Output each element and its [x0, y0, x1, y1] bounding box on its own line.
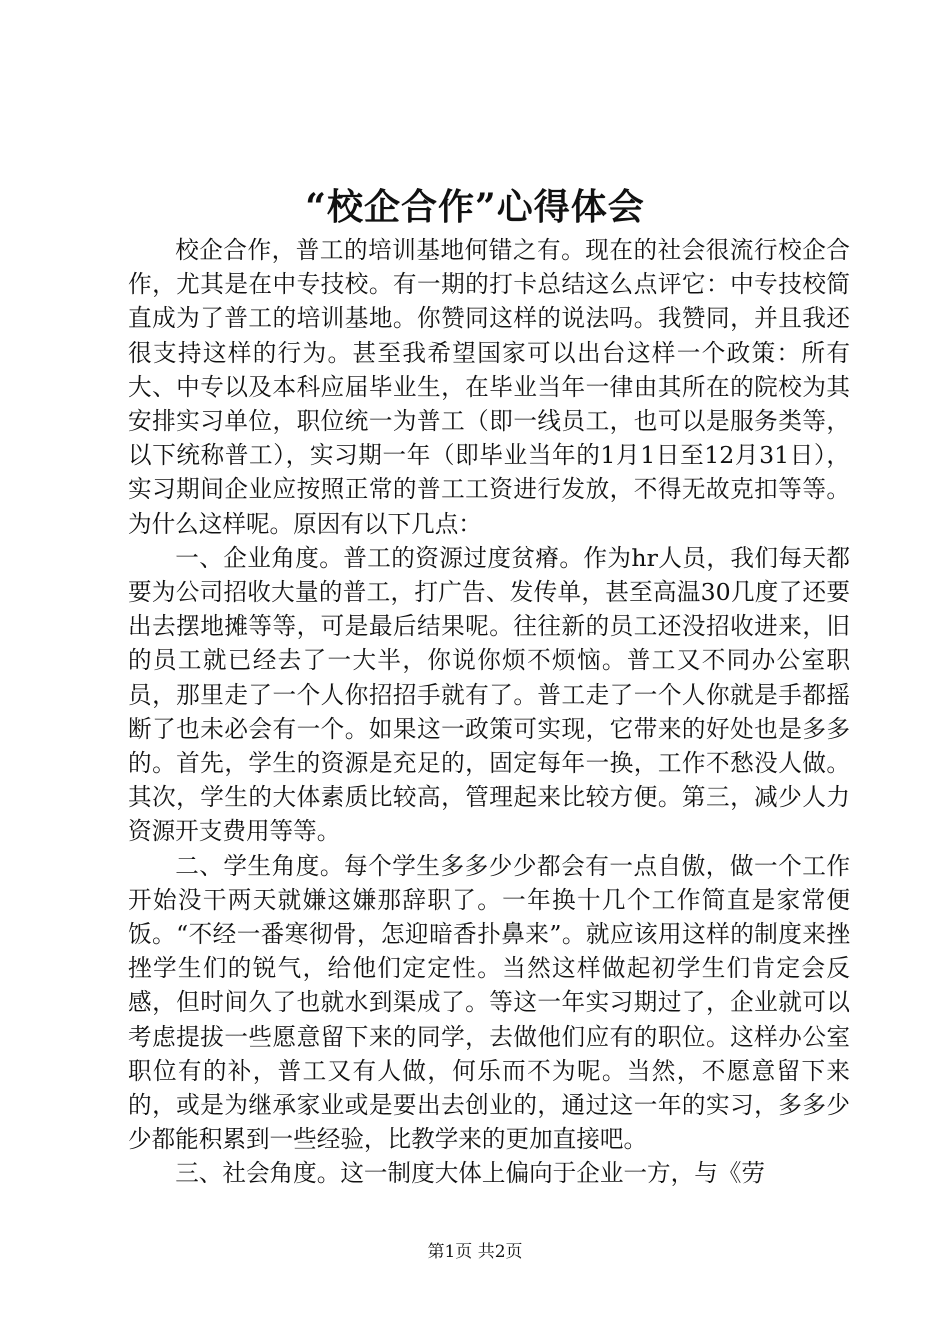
document-body — [128, 233, 850, 1191]
paragraph-society: 三、社会角度。这一制度大体上偏向于企业一方，与《劳 — [175, 1159, 766, 1188]
document-title: “校企合作”心得体会 — [305, 186, 645, 228]
paragraph-intro: 校企合作，普工的培训基地何错之有。现在的社会很流行校企合作，尤其是在中专技校。有一期的打卡总结这么点评它：中专技校简直成为了普工的培训基地。你赞同这样的说法吗。我赞同，并且我还很支持这样的行为。甚至我希望国家可以出台这样一个政策：所有大、中专以及本科应届毕业生，在毕业当年一律由其所在的院校为其安排实习单位，职位统一为普工（即一线员工，也可以是服务类等，以下统称普工），实习期一年（即毕业当年的1月1日至12月31日），实习期间企业应按照正常的普工工资进行发放，不得无故克扣等等。为什么这样呢。原因有以下几点： — [128, 236, 850, 538]
page-footer: 第1页 共2页 — [427, 1242, 523, 1262]
paragraph-enterprise: 一、企业角度。普工的资源过度贫瘠。作为hr人员，我们每天都要为公司招收大量的普工，打广告、发传单，甚至高温30几度了还要出去摆地摊等等，可是最后结果呢。往往新的员工还没招收进来，旧的员工就已经去了一大半，你说你烦不烦恼。普工又不同办公室职员，那里走了一个人你招招手就有了。普工走了一个人你就是手都摇断了也未必会有一个。如果这一政策可实现，它带来的好处也是多多的。首先，学生的资源是充足的，固定每年一换，工作不愁没人做。其次，学生的大体素质比较高，管理起来比较方便。第三，减少人力资源开支费用等等。 — [128, 543, 850, 846]
paragraph-student: 二、学生角度。每个学生多多少少都会有一点自傲，做一个工作开始没干两天就嫌这嫌那辞职了。一年换十几个工作简直是家常便饭。“不经一番寒彻骨，怎迎暗香扑鼻来”。就应该用这样的制度来挫挫学生们的锐气，给他们定定性。当然这样做起初学生们肯定会反感，但时间久了也就水到渠成了。等这一年实习期过了，企业就可以考虑提拔一些愿意留下来的同学，去做他们应有的职位。这样办公室职位有的补，普工又有人做，何乐而不为呢。当然，不愿意留下来的，或是为继承家业或是要出去创业的，通过这一年的实习，多多少少都能积累到一些经验，比教学来的更加直接吧。 — [128, 851, 850, 1154]
